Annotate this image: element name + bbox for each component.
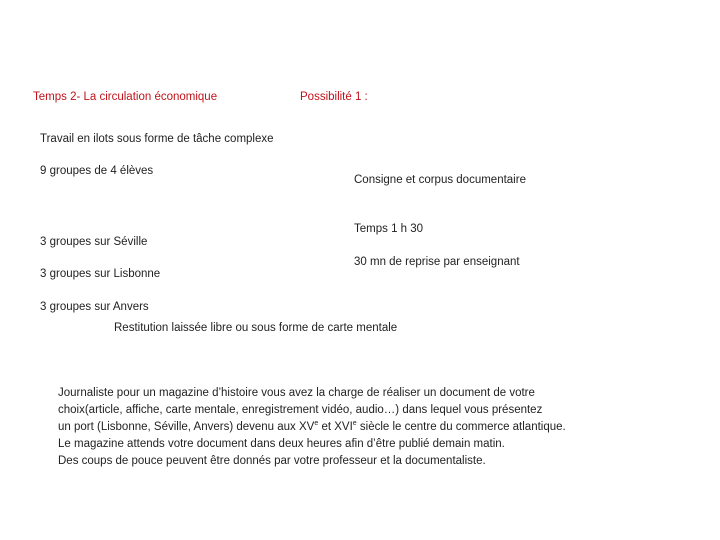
antwerp-groups-text: 3 groupes sur Anvers bbox=[40, 301, 149, 313]
assignment-line: Le magazine attends votre document dans deux heures afin d’être publié demain matin. bbox=[58, 438, 505, 450]
assignment-line: Journaliste pour un magazine d’histoire vous avez la charge de réaliser un document de votre bbox=[58, 387, 535, 399]
seville-groups-text: 3 groupes sur Séville bbox=[40, 236, 148, 248]
duration-text: Temps 1 h 30 bbox=[354, 223, 424, 235]
section-title: Temps 2- La circulation économique bbox=[33, 91, 218, 103]
instructions-text: Consigne et corpus documentaire bbox=[354, 174, 526, 186]
assignment-paragraph bbox=[58, 385, 618, 470]
work-mode-text: Travail en ilots sous forme de tâche complexe bbox=[40, 133, 274, 145]
groups-text: 9 groupes de 4 élèves bbox=[40, 165, 154, 177]
option-title: Possibilité 1 : bbox=[300, 91, 368, 103]
lisbon-groups-text: 3 groupes sur Lisbonne bbox=[40, 268, 161, 280]
assignment-line: choix(article, affiche, carte mentale, enregistrement vidéo, audio…) dans lequel vous présentez bbox=[58, 404, 543, 416]
restitution-text: Restitution laissée libre ou sous forme de carte mentale bbox=[114, 322, 398, 334]
assignment-line: un port (Lisbonne, Séville, Anvers) devenu aux XVe et XVIe siècle le centre du commerce atlantique. bbox=[58, 420, 566, 433]
assignment-line: Des coups de pouce peuvent être donnés par votre professeur et la documentaliste. bbox=[58, 455, 486, 467]
review-text: 30 mn de reprise par enseignant bbox=[354, 256, 520, 268]
